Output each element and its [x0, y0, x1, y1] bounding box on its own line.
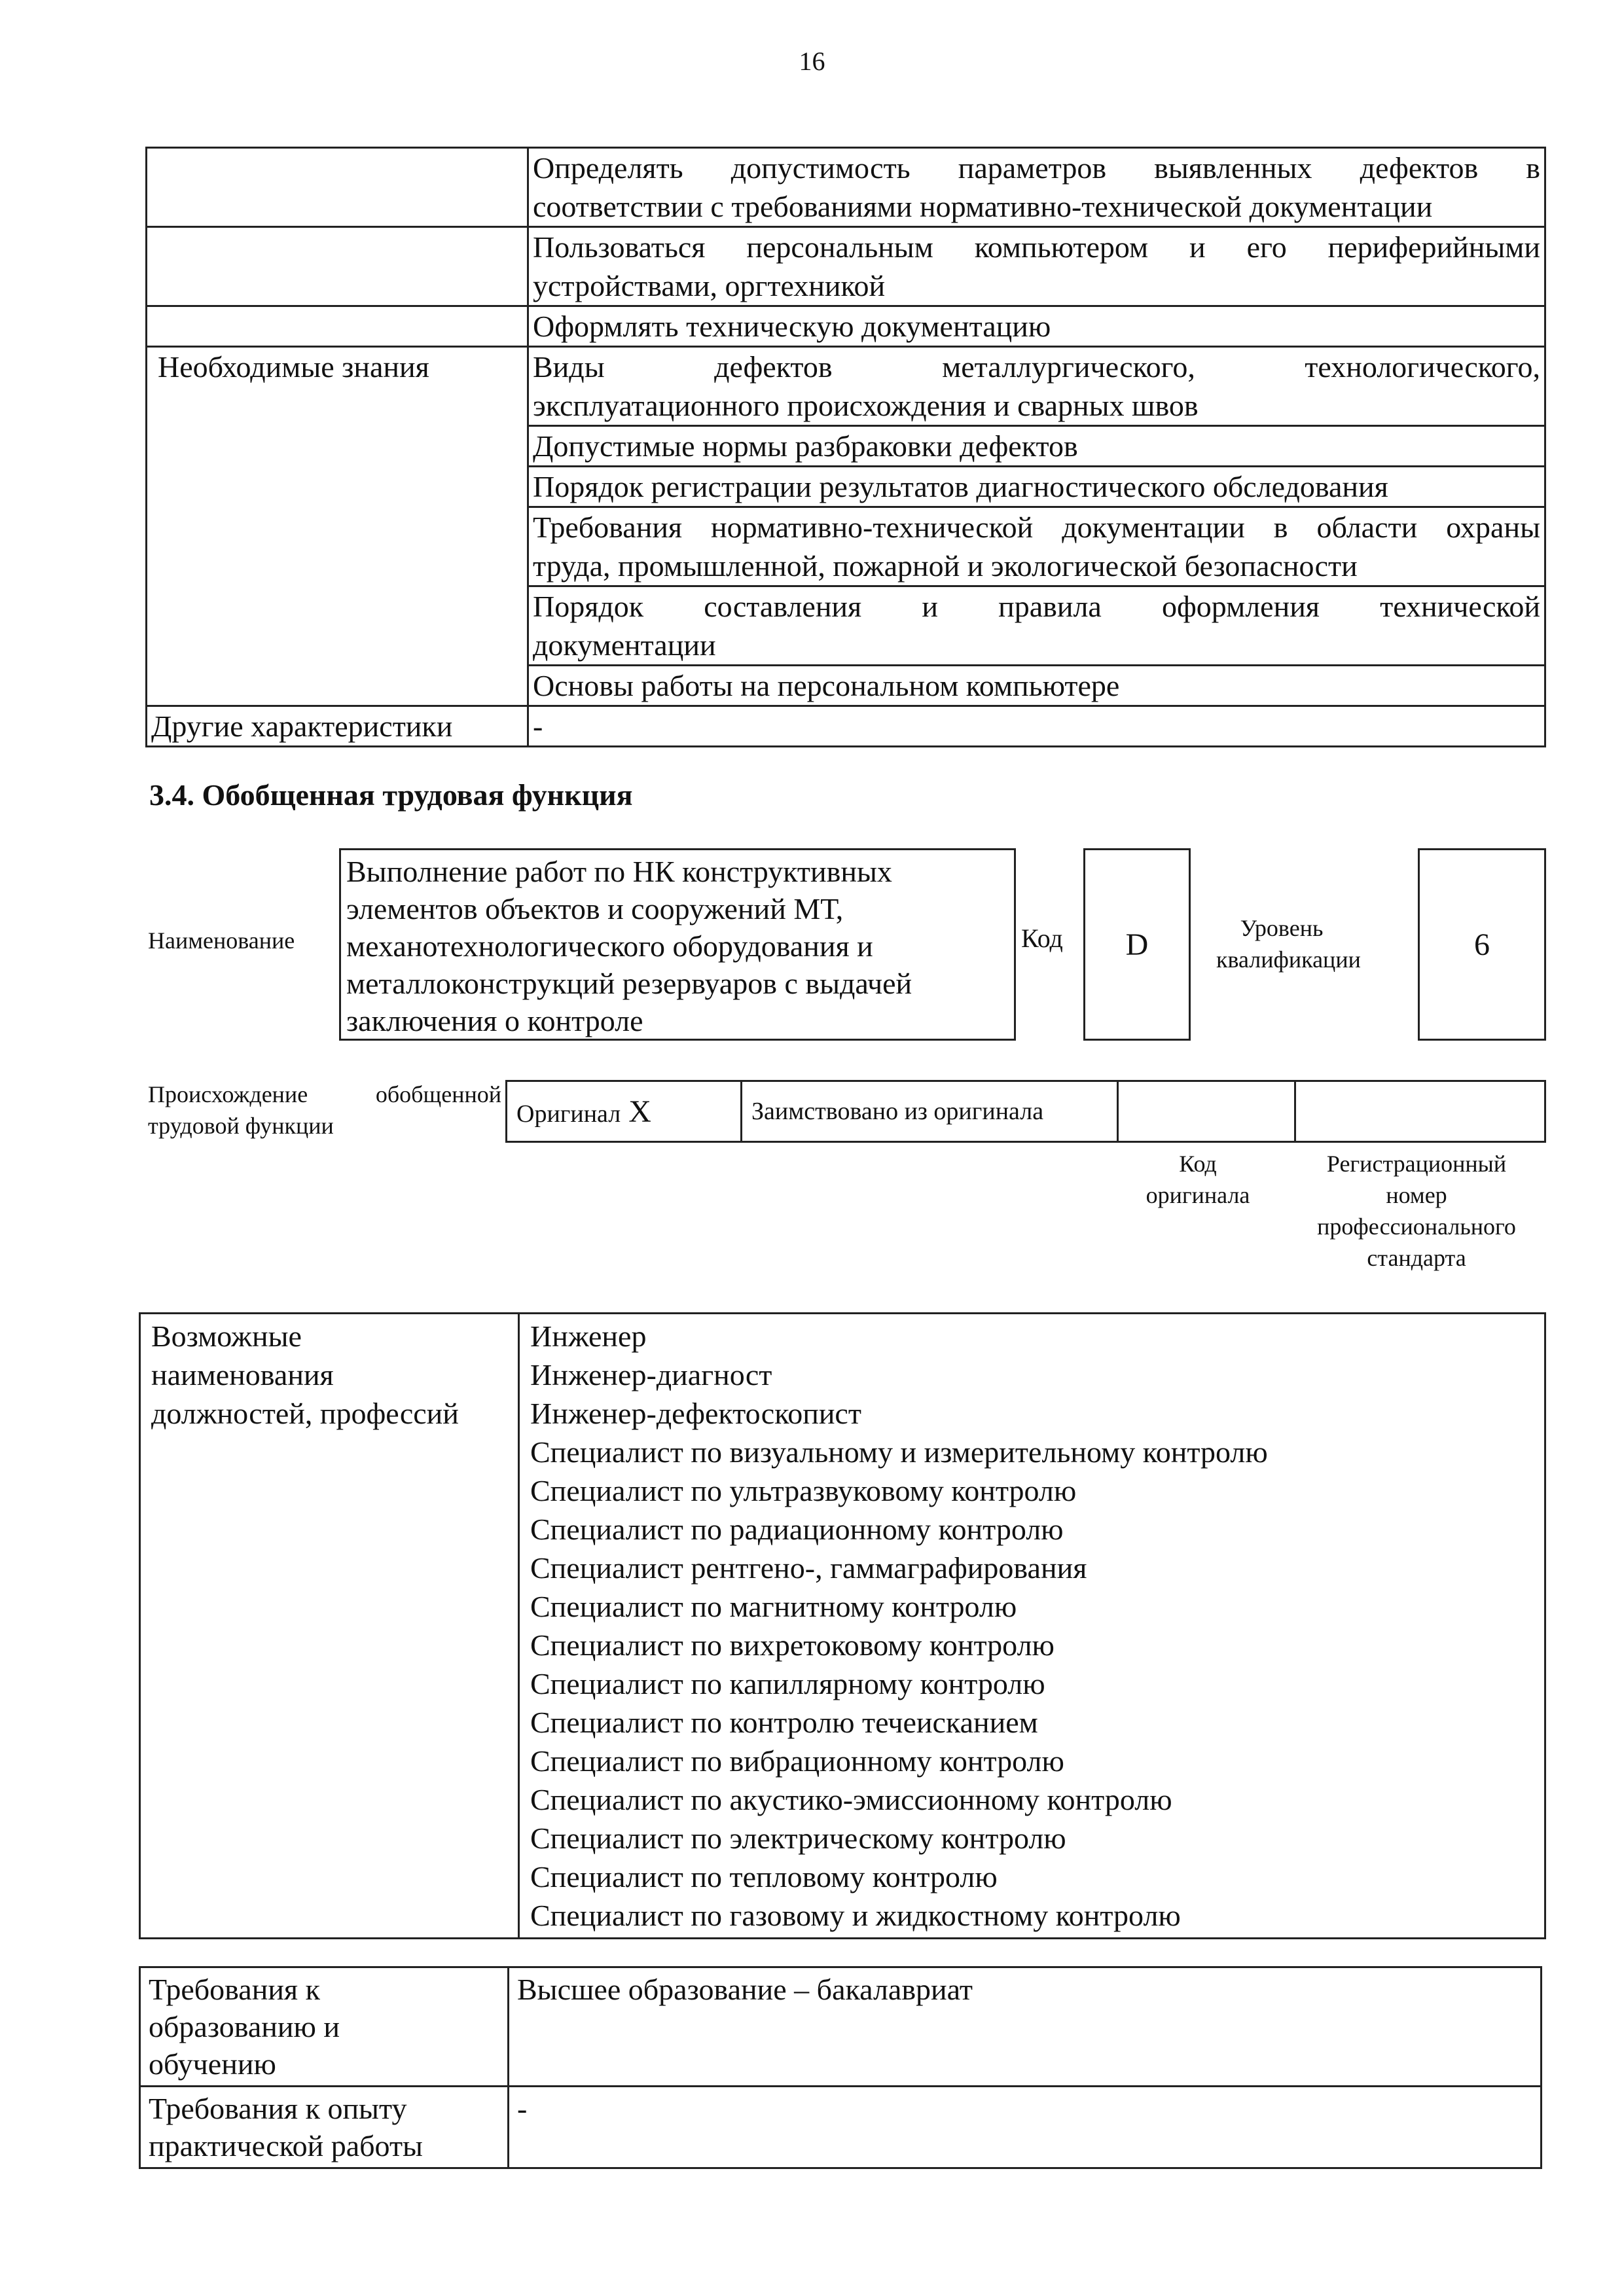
empty-label-cell	[147, 227, 528, 306]
label-line: номер	[1386, 1182, 1447, 1208]
label-line: профессионального	[1317, 1213, 1516, 1240]
list-item: Специалист по тепловому контролю	[530, 1860, 998, 1893]
original-mark: X	[628, 1094, 651, 1129]
list-item: Инженер	[530, 1319, 647, 1353]
original-cell	[507, 1081, 742, 1142]
table-row	[147, 306, 1545, 347]
skills-knowledge-table	[145, 147, 1546, 747]
origin-label	[148, 1079, 501, 1141]
label-line: оригинала	[1146, 1182, 1250, 1208]
knowledge-item: Порядок регистрации результатов диагностического обследования	[528, 467, 1545, 507]
label-line: Код	[1179, 1151, 1217, 1177]
label-line: должностей, профессий	[151, 1397, 459, 1430]
original-label: Оригинал	[516, 1100, 621, 1128]
positions-label	[140, 1314, 519, 1939]
list-item: Специалист по электрическому контролю	[530, 1821, 1066, 1855]
list-item: Специалист рентгено-, гаммаграфирования	[530, 1551, 1087, 1585]
label-line: наименования	[151, 1358, 334, 1391]
list-item: Специалист по ультразвуковому контролю	[530, 1474, 1077, 1507]
level-label	[1216, 912, 1361, 975]
skill-item: Пользоваться персональным компьютером и его периферийными устройствами, оргтехникой	[528, 227, 1545, 306]
table-row	[140, 2087, 1542, 2168]
reg-number-label	[1287, 1148, 1546, 1274]
list-item: Специалист по контролю течеисканием	[530, 1706, 1038, 1739]
code-value: D	[1083, 848, 1191, 1041]
education-value: Высшее образование – бакалавриат	[509, 1967, 1542, 2087]
label-line: Требования к опыту	[149, 2092, 407, 2125]
knowledge-label: Необходимые знания	[147, 347, 528, 706]
list-item: Специалист по радиационному контролю	[530, 1513, 1064, 1546]
section-title: 3.4. Обобщенная трудовая функция	[149, 778, 633, 812]
knowledge-item: Требования нормативно-технической документации в области охраны труда, промышленной, пожарной и экологической безопасности	[528, 507, 1545, 586]
table-row	[147, 706, 1545, 747]
other-label: Другие характеристики	[147, 706, 528, 747]
label-line: Требования к	[149, 1973, 320, 2006]
origin-label-line: Происхождение обобщенной	[148, 1081, 501, 1107]
list-item: Специалист по капиллярному контролю	[530, 1667, 1045, 1700]
table-row	[507, 1081, 1545, 1142]
level-value: 6	[1418, 848, 1546, 1041]
list-item: Инженер-дефектоскопист	[530, 1397, 861, 1430]
origin-table	[505, 1080, 1546, 1143]
knowledge-item: Порядок составления и правила оформления технической документации	[528, 586, 1545, 666]
naming-value: Выполнение работ по НК конструктивных элементов объектов и сооружений МТ, механотехнологического оборудования и металлоконструкций резервуаров с выдачей заключения о контроле	[339, 848, 1016, 1041]
label-line: стандарта	[1367, 1245, 1466, 1271]
knowledge-item: Виды дефектов металлургического, технологического, эксплуатационного происхождения и сварных швов	[528, 347, 1545, 426]
table-row	[140, 1314, 1545, 1939]
naming-label: Наименование	[148, 927, 295, 954]
list-item: Специалист по газовому и жидкостному контролю	[530, 1899, 1181, 1932]
level-label-line: квалификации	[1216, 946, 1361, 973]
positions-table	[139, 1312, 1546, 1939]
table-row	[140, 1967, 1542, 2087]
other-value: -	[528, 706, 1545, 747]
skill-item: Оформлять техническую документацию	[528, 306, 1545, 347]
list-item: Специалист по вибрационному контролю	[530, 1744, 1064, 1778]
list-item: Специалист по вихретоковому контролю	[530, 1628, 1055, 1662]
label-line: практической работы	[149, 2129, 423, 2162]
empty-label-cell	[147, 306, 528, 347]
table-row	[147, 347, 1545, 426]
skill-item: Определять допустимость параметров выявленных дефектов в соответствии с требованиями нормативно-технической документации	[528, 148, 1545, 227]
experience-label	[140, 2087, 509, 2168]
positions-list	[519, 1314, 1545, 1939]
label-line: образованию и	[149, 2010, 340, 2043]
table-row	[147, 148, 1545, 227]
experience-value: -	[509, 2087, 1542, 2168]
list-item: Инженер-диагност	[530, 1358, 772, 1391]
reg-number-cell	[1295, 1081, 1545, 1142]
education-label	[140, 1967, 509, 2087]
knowledge-item: Допустимые нормы разбраковки дефектов	[528, 426, 1545, 467]
label-line: Возможные	[151, 1319, 302, 1353]
table-row	[147, 227, 1545, 306]
list-item: Специалист по визуальному и измерительному контролю	[530, 1435, 1268, 1469]
knowledge-item: Основы работы на персональном компьютере	[528, 666, 1545, 706]
empty-label-cell	[147, 148, 528, 227]
requirements-table	[139, 1966, 1542, 2169]
level-label-line: Уровень	[1240, 915, 1324, 941]
code-label: Код	[1021, 924, 1063, 953]
code-original-label	[1113, 1148, 1283, 1211]
origin-label-line: трудовой функции	[148, 1113, 334, 1139]
label-line: Регистрационный	[1326, 1151, 1507, 1177]
list-item: Специалист по магнитному контролю	[530, 1590, 1017, 1623]
borrowed-cell: Заимствовано из оригинала	[742, 1081, 1118, 1142]
code-original-cell	[1118, 1081, 1295, 1142]
label-line: обучению	[149, 2047, 276, 2081]
page-number: 16	[799, 46, 825, 76]
list-item: Специалист по акустико-эмиссионному контролю	[530, 1783, 1172, 1816]
